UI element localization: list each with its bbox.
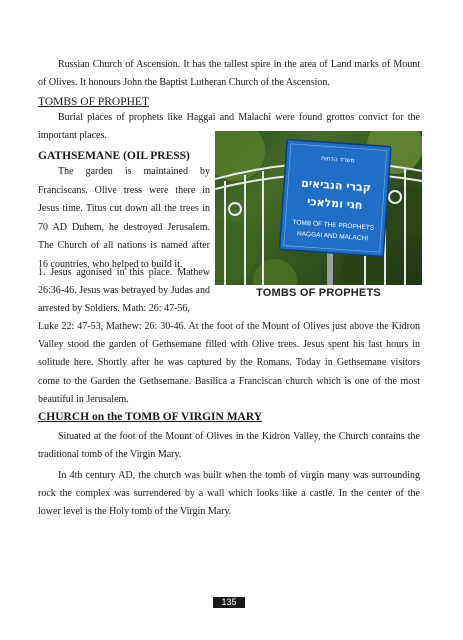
virgin-mary-paragraph-1: Situated at the foot of the Mount of Olives in the Kidron Valley, the Church contains the traditional tomb of the Virgin Mary. (38, 431, 420, 461)
sign-post (327, 251, 333, 285)
page-number: 135 (213, 597, 245, 608)
tombs-paragraph: Burial places of prophets like Haggai and Malachi were found grottos convict for the important places. (38, 112, 420, 142)
sign-hebrew-small: משרד הדתות (320, 154, 355, 165)
gethsemane-paragraph-2-start: 1. Jesus agonised in this place. Mathew 26:36-46. Jesus was betrayed by Judas and arrested by Soldiers. Math: 26: 47-56, (38, 267, 210, 315)
tombs-photo-illustration (215, 131, 422, 285)
gethsemane-paragraph-1: The garden is maintained by Franciscans. Olive tress were there in Jesus time. Titus cut down all the trees in 70 AD Duhem, he destroyed Jerusalem. The Church of all nations is named after 16 countries, who helped to build it. (38, 166, 210, 270)
sign-english-line1: TOMB OF THE PROPHETS (292, 219, 375, 232)
sign-english-line2: HAGGAI AND MALACHI (296, 230, 369, 243)
sign-hebrew-line1: קברי הנביאים (300, 176, 372, 195)
intro-paragraph: Russian Church of Ascension. It has the tallest spire in the area of Land marks of Mount of Olives. It honours John the Baptist Lutheran Church of the Ascension. (38, 59, 420, 89)
tombs-of-prophet-heading: TOMBS OF PROPHET (38, 96, 149, 108)
gethsemane-heading: GATHSEMANE (OIL PRESS) (38, 150, 190, 162)
photo-caption: TOMBS OF PROPHETS (256, 287, 381, 299)
virgin-mary-heading: CHURCH on the TOMB OF VIRGIN MARY (38, 411, 263, 423)
prophets-sign (279, 140, 390, 257)
tombs-of-prophets-photo (215, 131, 422, 285)
virgin-mary-paragraph-2: In 4th century AD, the church was built when the tomb of virgin many was surrounding rock the complex was surrendered by a wall which looks like a castle. In the center of the lower level is the Holy tomb of the Virgin Mary. (38, 470, 420, 518)
gethsemane-paragraph-2-continued: Luke 22: 47-53, Mathew: 26: 30-46. At the foot of the Mount of Olives just above the Kidron Valley stood the garden of Gethsemane filled with Olive trees. Jesus spent his last hours in solitude here. Shortly after he was captured by the Romans. Today in Gethsemane visitors come to the Garden the Gethsemane. Basilica a Franciscan church which is one of the most beautiful in Jerusalem. (38, 321, 420, 405)
sign-hebrew-line2: חגי ומלאכי (306, 195, 363, 212)
